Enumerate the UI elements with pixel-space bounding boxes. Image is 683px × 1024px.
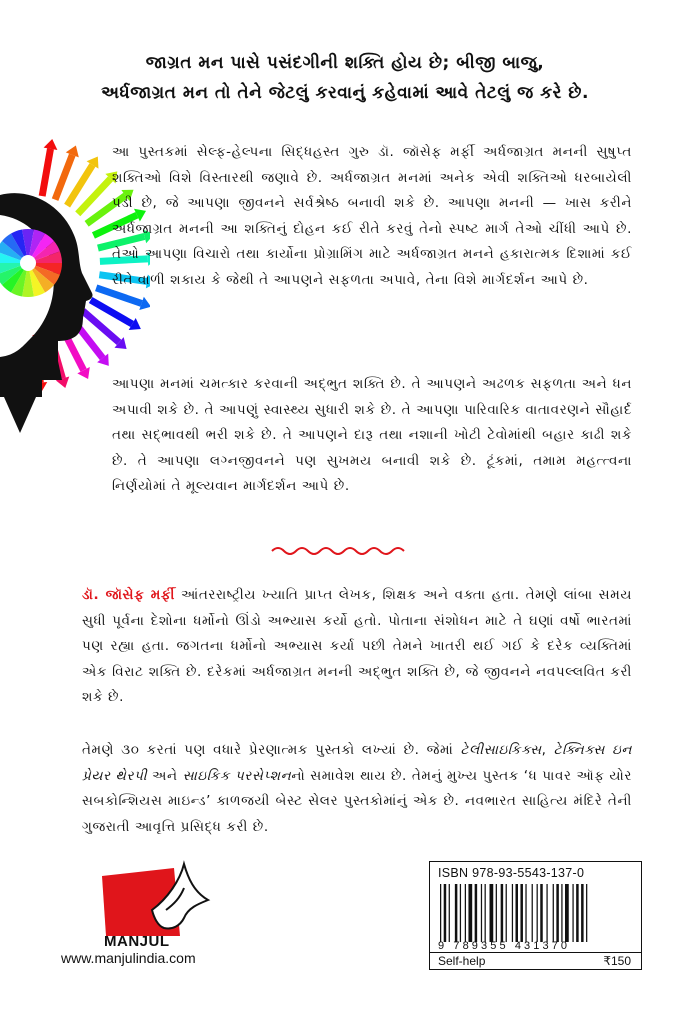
color-ray bbox=[55, 155, 72, 200]
books-text-2: , bbox=[541, 742, 554, 758]
barcode-bar bbox=[481, 884, 482, 942]
barcode-bar bbox=[581, 884, 584, 942]
benefits-paragraph: આપણા મનમાં ચમત્કાર કરવાની અદ્ભુત શક્તિ છે. તે આપણને અઢળક સફળતા અને ધન અપાવી શકે છે. તે આપણું સ્વાસ્થ્ય સુધારી શકે છે. તે આપણા પારિવારિક વાતાવરણને સૌહાર્દ તથા સદ્ભાવથી ભરી શકે છે. તે આપણને દારૂ તથા નશાની ખોટી ટેવોમાંથી બહાર કાઢી શકે છે. તે આપણા લગ્નજીવનને પણ સુખમય બનાવી શકે છે. ટૂંકમાં, તમામ મહત્ત્વના નિર્ણયોમાં તે મૂલ્યવાન માર્ગદર્શન આપે છે. bbox=[112, 376, 632, 494]
barcode-bar bbox=[516, 884, 519, 942]
color-ray bbox=[42, 149, 50, 196]
wave-divider bbox=[270, 540, 410, 562]
headline-line-1: જાગ્રત મન પાસે પસંદગીની શક્તિ હોય છે; બીજી બાજુ, bbox=[145, 53, 545, 73]
isbn-barcode-box bbox=[429, 861, 642, 970]
isbn-number: ISBN 978-93-5543-137-0 bbox=[438, 866, 585, 880]
price-label: ₹150 bbox=[603, 954, 631, 968]
barcode-bar bbox=[506, 884, 507, 942]
barcode-bar bbox=[525, 884, 526, 942]
book-title-psychic-perception: સાઇકિક પરસેપ્શન bbox=[182, 767, 292, 784]
barcode-bar bbox=[520, 884, 523, 942]
author-name: ડૉ. જૉસેફ મર્ફી bbox=[82, 587, 175, 603]
barcode-bar bbox=[485, 884, 486, 942]
barcode-digits: 9 789355 431370 bbox=[438, 940, 571, 952]
barcode-bar bbox=[475, 884, 478, 942]
publisher-name: MANJUL bbox=[104, 933, 170, 950]
books-text-1: તેમણે ૩૦ કરતાં પણ વધારે પ્રેરણાત્મક પુસ્તકો લખ્યાં છે. જેમાં bbox=[82, 742, 461, 758]
barcode-bar bbox=[468, 884, 472, 942]
barcode-bar bbox=[512, 884, 513, 942]
barcode-bar bbox=[537, 884, 538, 942]
barcode-bar bbox=[572, 884, 573, 942]
about-author-text: આંતરરાષ્ટ્રીય ખ્યાતિ પ્રાપ્ત લેખક, શિક્ષક અને વક્તા હતા. તેમણે લાંબા સમય સુધી પૂર્વના દેશોના ધર્મોનો ઊંડો અભ્યાસ કર્યો હતો. પોતાના સંશોધન માટે તે ઘણાં વર્ષો ભારતમાં પણ રહ્યા હતા. જગતના ધર્મોનો અભ્યાસ કર્યા પછી તેમને ખાતરી થઈ ગઈ કે દરેક વ્યક્તિમાં એક વિરાટ શક્તિ છે. દરેકમાં અર્ધજાગ્રત મનની અદ્ભુત શક્તિ છે, જે જીવનને નવપલ્લવિત કરી શકે છે. bbox=[82, 587, 633, 705]
barcode-bar bbox=[586, 884, 587, 942]
barcode-bar bbox=[561, 884, 562, 942]
about-author-paragraph bbox=[82, 583, 632, 711]
barcode-bar bbox=[455, 884, 458, 942]
headline bbox=[40, 48, 650, 108]
barcode-bar bbox=[553, 884, 554, 942]
category-label: Self-help bbox=[438, 954, 486, 968]
barcode-bar bbox=[440, 884, 441, 942]
barcode-bar bbox=[449, 884, 450, 942]
head-silhouette-shape bbox=[0, 193, 93, 433]
books-text-3: અને bbox=[147, 767, 183, 784]
barcode-bar bbox=[556, 884, 559, 942]
barcode-bar bbox=[460, 884, 461, 942]
barcode-bar bbox=[501, 884, 504, 942]
intro-paragraph: આ પુસ્તકમાં સેલ્ફ-હેલ્પના સિદ્ધહસ્ત ગુરુ ડૉ. જૉસેફ મર્ફી અર્ધજાગ્રત મનની સુષુપ્ત શક્તિઓ વિશે વિસ્તારથી જણાવે છે. અર્ધજાગ્રત મનમાં અનેક એવી શક્તિઓ ધરબાયેલી પડી છે, જે આપણા જીવનને સર્વશ્રેષ્ઠ બનાવી શકે છે. આપણા મનની — ખાસ કરીને અર્ધજાગ્રત મનની આ શક્તિનું દોહન કઈ રીતે કરવું તેનો સ્પષ્ટ માર્ગ તેઓ ચીંધી આપે છે. તેઓ આપણા વિચારો તથા કાર્યોના પ્રોગ્રામિંગ માટે અર્ધજાગ્રત મનને હકારાત્મક દિશામાં કઈ રીતે વાળી શકાય કે જેથી તે આપણને સફળતા અપાવે, તેના વિશે માર્ગદર્શન આપે છે. bbox=[112, 144, 632, 288]
barcode-bar bbox=[576, 884, 579, 942]
books-text-4: નો સમાવેશ થાય છે. તેમનું મુખ્ય પુસ્તક ‘ધ પાવર ઑફ યોર સબકોન્શિયસ માઇન્ડ’ કાળજયી બેસ્ટ સેલર પુસ્તકોમાંનું એક છે. નવભારત સાહિત્ય મંદિરે તેની ગુજરાતી આવૃત્તિ પ્રસિદ્ધ કરી છે. bbox=[82, 767, 632, 835]
brain-center bbox=[20, 255, 36, 271]
barcode-bar bbox=[540, 884, 543, 942]
book-title-telepsychics: ટેલીસાઇકિક્સ bbox=[460, 742, 542, 758]
barcode bbox=[438, 884, 634, 942]
price-row bbox=[430, 952, 641, 970]
headline-line-2: અર્ધજાગ્રત મન તો તેને જેટલું કરવાનું કહેવામાં આવે તેટલું જ કરે છે. bbox=[101, 83, 589, 103]
barcode-bar bbox=[546, 884, 547, 942]
barcode-bar bbox=[532, 884, 533, 942]
barcode-bar bbox=[465, 884, 466, 942]
book-title-prayer-therapy: ટેક્નિક્સ ઇન પ્રેયર થેરપી bbox=[82, 742, 633, 784]
books-paragraph bbox=[82, 738, 632, 840]
barcode-bar bbox=[490, 884, 494, 942]
barcode-bar bbox=[444, 884, 447, 942]
barcode-bar bbox=[565, 884, 569, 942]
barcode-bar bbox=[496, 884, 497, 942]
publisher-website: www.manjulindia.com bbox=[61, 950, 196, 966]
ray-arrowhead bbox=[44, 139, 58, 150]
